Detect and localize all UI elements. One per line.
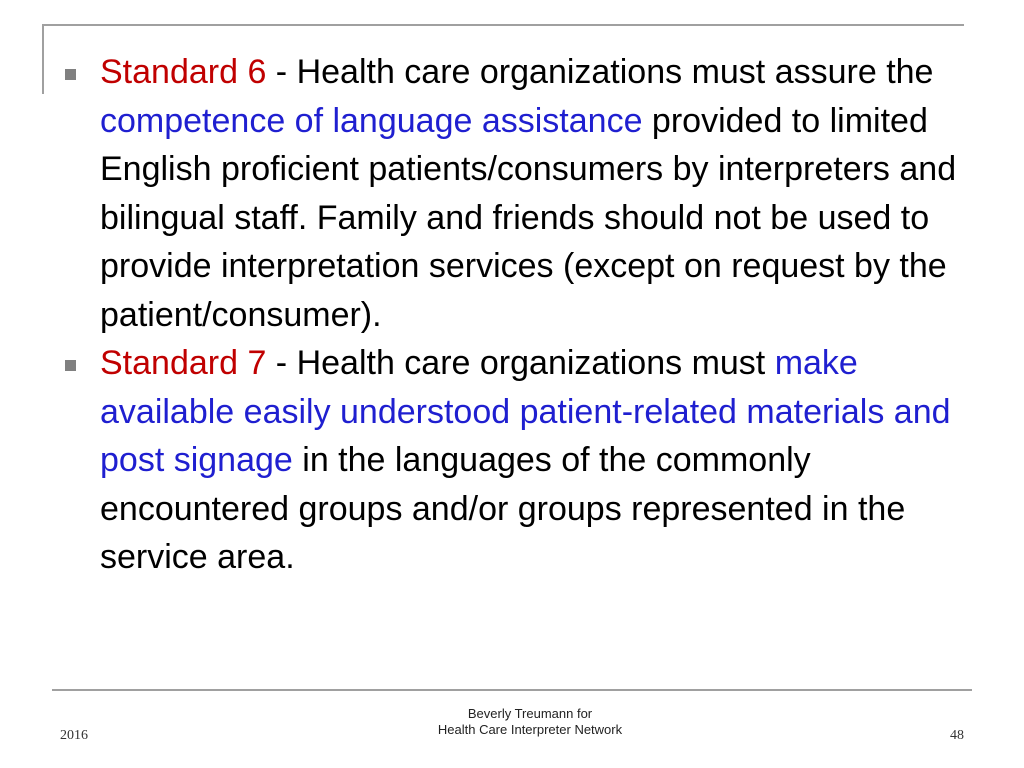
bullet-item-standard-7: [60, 339, 980, 582]
top-frame-line: [42, 24, 964, 26]
left-frame-line: [42, 24, 44, 94]
footer-author-line-1: Beverly Treumann for: [467, 706, 593, 721]
highlighted-text: competence of language assistance: [100, 101, 643, 140]
footer-author: [380, 706, 680, 738]
standard-label: Standard 7: [100, 344, 267, 382]
footer-year: 2016: [60, 728, 88, 743]
standard-label: Standard 6: [100, 53, 267, 91]
footer-rule: [52, 689, 972, 691]
bullet-text: in the languages of the commonly encountered groups and/or groups represented in the service area.: [100, 441, 906, 576]
bullet-text: - Health care organizations must assure the: [266, 53, 934, 91]
bullet-text: - Health care organizations must: [266, 344, 775, 382]
page-number: 48: [950, 728, 964, 743]
slide-body: [60, 48, 980, 582]
footer-author-line-2: Health Care Interpreter Network: [437, 722, 623, 737]
highlighted-text: make available easily understood patient-related materials and post signage: [100, 344, 951, 479]
bullet-item-standard-6: [60, 48, 980, 339]
square-bullet-icon: [65, 69, 76, 80]
bullet-text: provided to limited English proficient patients/consumers by interpreters and bilingual staff. Family and friends should not be used to provide interpretation services (except on request by the patient/consumer).: [100, 101, 957, 334]
square-bullet-icon: [65, 360, 76, 371]
